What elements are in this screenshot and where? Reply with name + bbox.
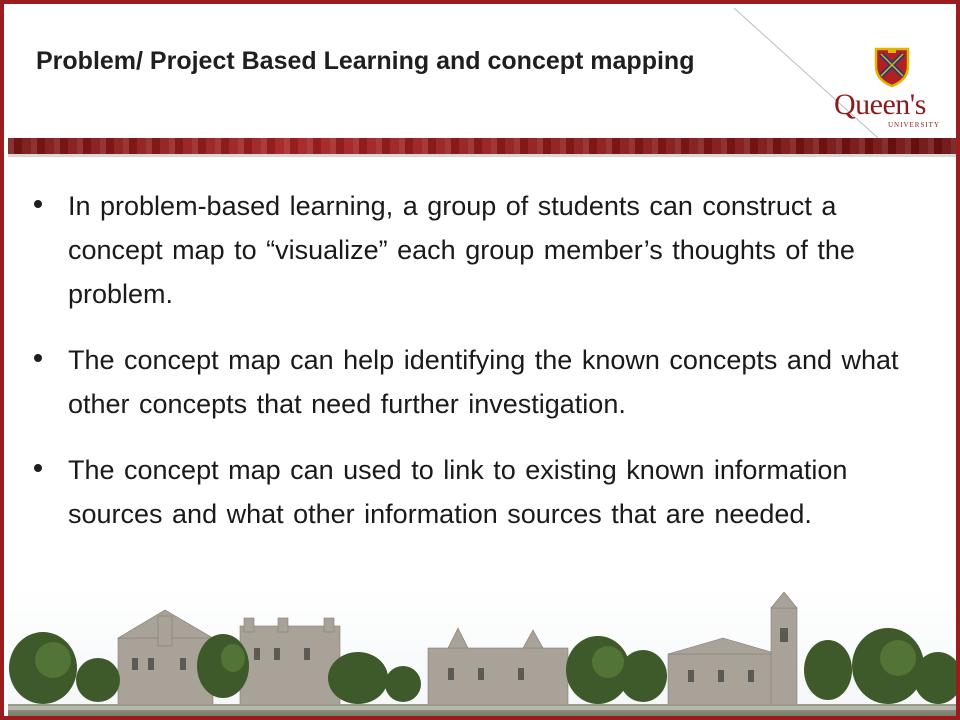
header-band	[8, 138, 960, 154]
bullet-icon	[34, 200, 42, 208]
slide-title: Problem/ Project Based Learning and concept mapping	[36, 47, 695, 75]
header-band-texture	[8, 138, 960, 154]
bullet-icon	[34, 354, 42, 362]
crest-icon	[872, 46, 912, 88]
bullet-text: The concept map can used to link to existing known information sources and what other information sources that are needed.	[68, 455, 848, 529]
bullet-text: In problem-based learning, a group of students can construct a concept map to “visualize” each group member’s thoughts of the problem.	[68, 191, 855, 309]
bullet-item	[34, 184, 914, 316]
bullet-icon	[34, 464, 42, 472]
campus-panorama-image	[8, 588, 960, 720]
slide-content	[34, 184, 914, 558]
queens-university-logo	[834, 46, 952, 136]
slide-header	[8, 8, 960, 138]
logo-wordmark: Queen's	[834, 88, 926, 121]
bullet-item	[34, 448, 914, 536]
bullet-text: The concept map can help identifying the known concepts and what other concepts that need further investigation.	[68, 345, 899, 419]
bullet-list	[34, 184, 914, 536]
logo-subtext: UNIVERSITY	[888, 121, 940, 129]
band-shadow	[8, 154, 960, 157]
bullet-item	[34, 338, 914, 426]
